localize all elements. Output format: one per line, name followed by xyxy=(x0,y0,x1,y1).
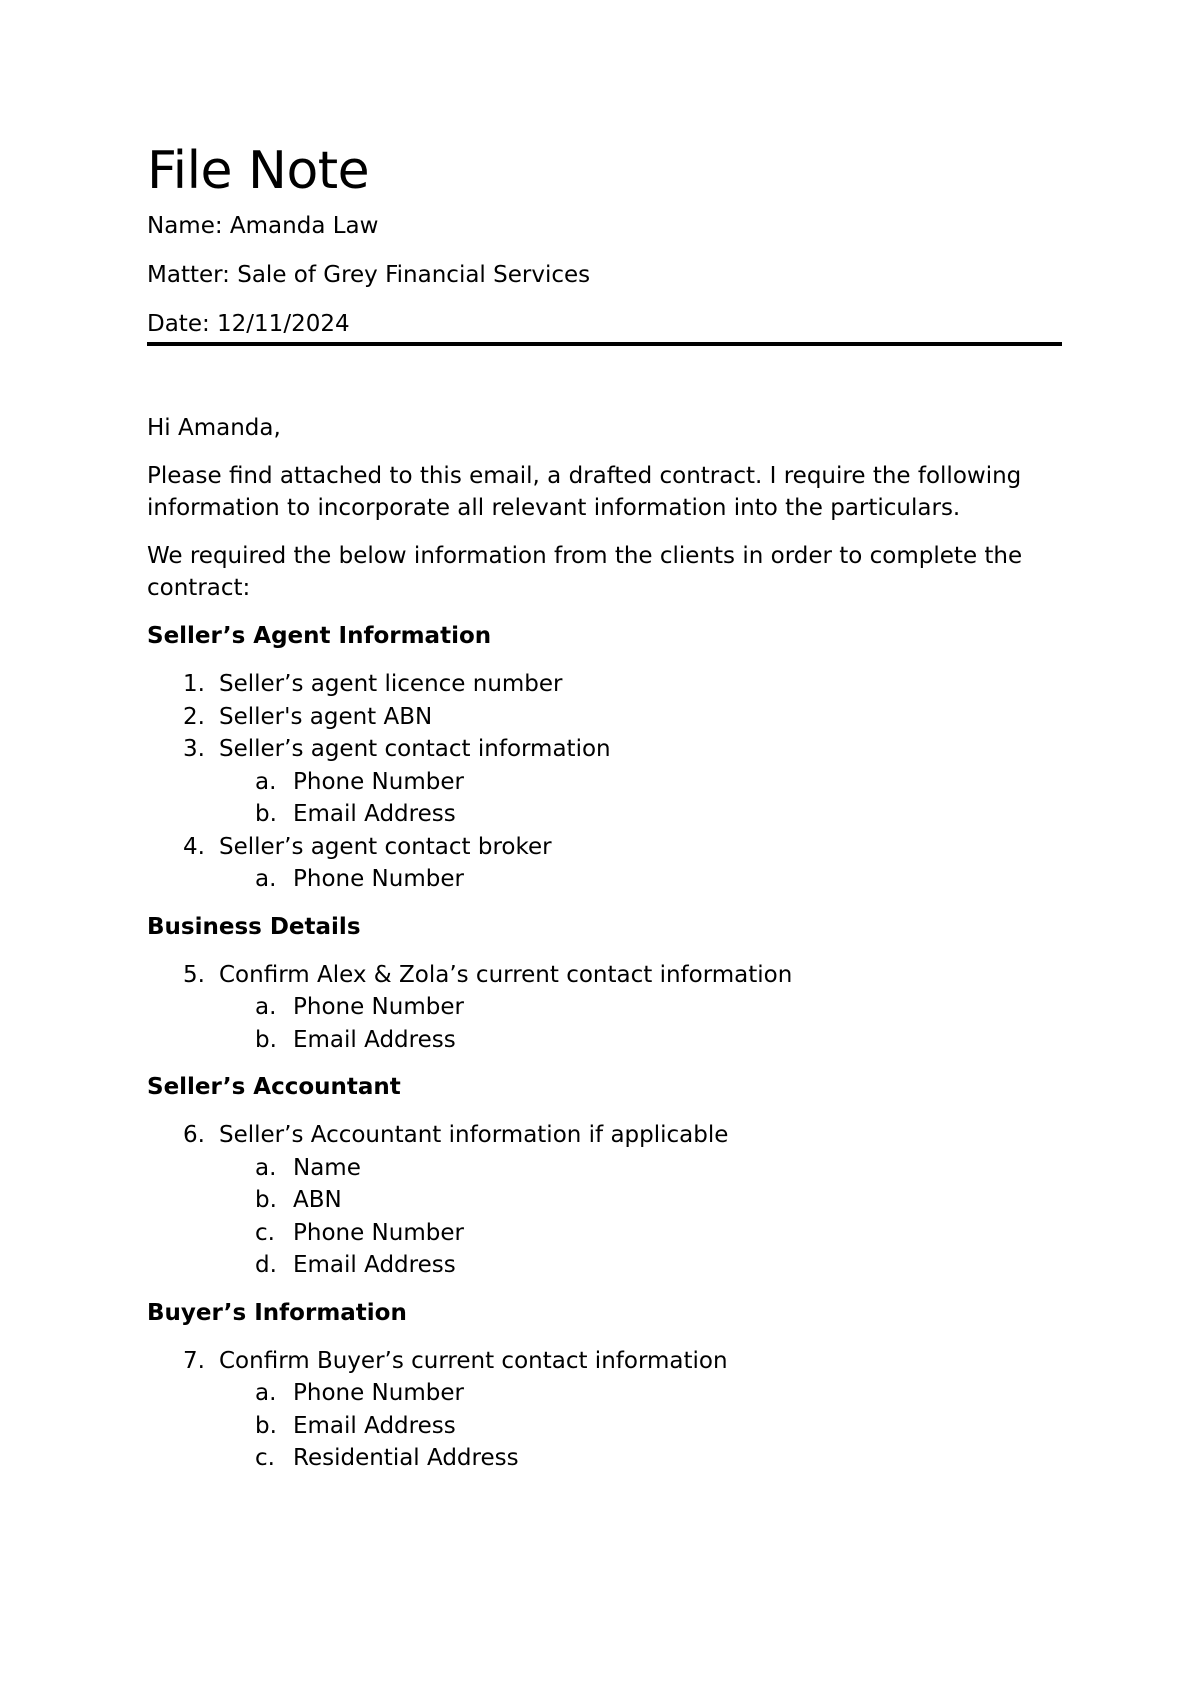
numbered-list xyxy=(147,668,1062,896)
document-body xyxy=(147,412,1062,1475)
section-heading: Seller’s Accountant xyxy=(147,1074,401,1100)
sub-list-item-text: Email Address xyxy=(293,1412,456,1439)
meta-name: Name: Amanda Law xyxy=(147,213,379,239)
list-item-text: Seller’s agent contact information xyxy=(219,736,611,762)
numbered-list xyxy=(147,959,1062,1057)
sub-list-item xyxy=(147,1217,1062,1250)
section-heading: Seller’s Agent Information xyxy=(147,623,492,649)
sub-list-item-letter: d. xyxy=(255,1252,277,1278)
numbered-list xyxy=(147,1345,1062,1475)
sub-list-item xyxy=(147,1152,1062,1185)
sub-list-item-letter: a. xyxy=(255,768,277,795)
sub-list xyxy=(147,863,1062,896)
sub-list-item xyxy=(147,1024,1062,1057)
sub-list-item-text: Phone Number xyxy=(293,994,464,1020)
meta-matter: Matter: Sale of Grey Financial Services xyxy=(147,262,591,288)
list-item-number: 5. xyxy=(183,961,205,988)
sub-list-item xyxy=(147,863,1062,896)
list-item-number: 2. xyxy=(183,703,205,730)
sub-list-item-letter: a. xyxy=(255,994,277,1020)
list-item-number: 3. xyxy=(183,736,205,762)
sub-list xyxy=(147,1152,1062,1282)
list-item-number: 1. xyxy=(183,671,205,697)
list-item xyxy=(147,1119,1062,1282)
sub-list-item xyxy=(147,798,1062,831)
sub-list-item-letter: b. xyxy=(255,801,277,827)
sub-list-item-text: Email Address xyxy=(293,801,456,827)
list-item xyxy=(147,733,1062,831)
sub-list-item-letter: b. xyxy=(255,1026,277,1053)
sections-container xyxy=(147,620,1062,1475)
sub-list-item-letter: a. xyxy=(255,1380,277,1406)
list-item xyxy=(147,701,1062,734)
list-item xyxy=(147,959,1062,1057)
sub-list-item-letter: a. xyxy=(255,1154,277,1181)
list-item-text: Seller's agent ABN xyxy=(219,703,433,730)
header-divider xyxy=(147,342,1062,346)
sub-list xyxy=(147,1377,1062,1475)
sub-list-item xyxy=(147,991,1062,1024)
paragraph-intro: Please find attached to this email, a drafted contract. I require the following information to incorporate all relevant information into the particulars. xyxy=(147,463,1022,521)
sub-list-item xyxy=(147,766,1062,799)
list-item xyxy=(147,831,1062,896)
sub-list xyxy=(147,991,1062,1056)
sub-list-item xyxy=(147,1377,1062,1410)
sub-list-item-text: Phone Number xyxy=(293,866,464,892)
list-item-text: Confirm Buyer’s current contact information xyxy=(219,1347,728,1374)
sub-list-item-text: ABN xyxy=(293,1187,342,1213)
sub-list-item-letter: b. xyxy=(255,1412,277,1439)
paragraph-request: We required the below information from the clients in order to complete the contract: xyxy=(147,543,1023,601)
list-item-text: Seller’s agent contact broker xyxy=(219,833,552,860)
sub-list-item xyxy=(147,1442,1062,1475)
sub-list-item xyxy=(147,1410,1062,1443)
sub-list-item-text: Phone Number xyxy=(293,1219,464,1246)
list-item-text: Seller’s agent licence number xyxy=(219,671,563,697)
sub-list-item-text: Name xyxy=(293,1154,361,1181)
greeting: Hi Amanda, xyxy=(147,415,281,441)
sub-list-item-text: Phone Number xyxy=(293,768,464,795)
list-item-text: Seller’s Accountant information if applicable xyxy=(219,1122,729,1148)
sub-list-item-letter: c. xyxy=(255,1219,275,1246)
list-item-number: 6. xyxy=(183,1122,205,1148)
sub-list-item-letter: a. xyxy=(255,866,277,892)
list-item-number: 4. xyxy=(183,833,205,860)
sub-list-item-text: Residential Address xyxy=(293,1445,519,1471)
numbered-list xyxy=(147,1119,1062,1282)
section-heading: Business Details xyxy=(147,913,361,940)
sub-list-item-letter: c. xyxy=(255,1445,275,1471)
sub-list-item-text: Email Address xyxy=(293,1026,456,1053)
list-item-number: 7. xyxy=(183,1347,205,1374)
document-title: File Note xyxy=(147,141,370,201)
sub-list-item xyxy=(147,1184,1062,1217)
meta-date: Date: 12/11/2024 xyxy=(147,311,350,337)
sub-list xyxy=(147,766,1062,831)
list-item-text: Confirm Alex & Zola’s current contact information xyxy=(219,961,793,988)
sub-list-item-text: Email Address xyxy=(293,1252,456,1278)
document-page xyxy=(147,140,1062,1490)
sub-list-item xyxy=(147,1249,1062,1282)
list-item xyxy=(147,668,1062,701)
sub-list-item-text: Phone Number xyxy=(293,1380,464,1406)
sub-list-item-letter: b. xyxy=(255,1187,277,1213)
list-item xyxy=(147,1345,1062,1475)
section-heading: Buyer’s Information xyxy=(147,1299,407,1326)
